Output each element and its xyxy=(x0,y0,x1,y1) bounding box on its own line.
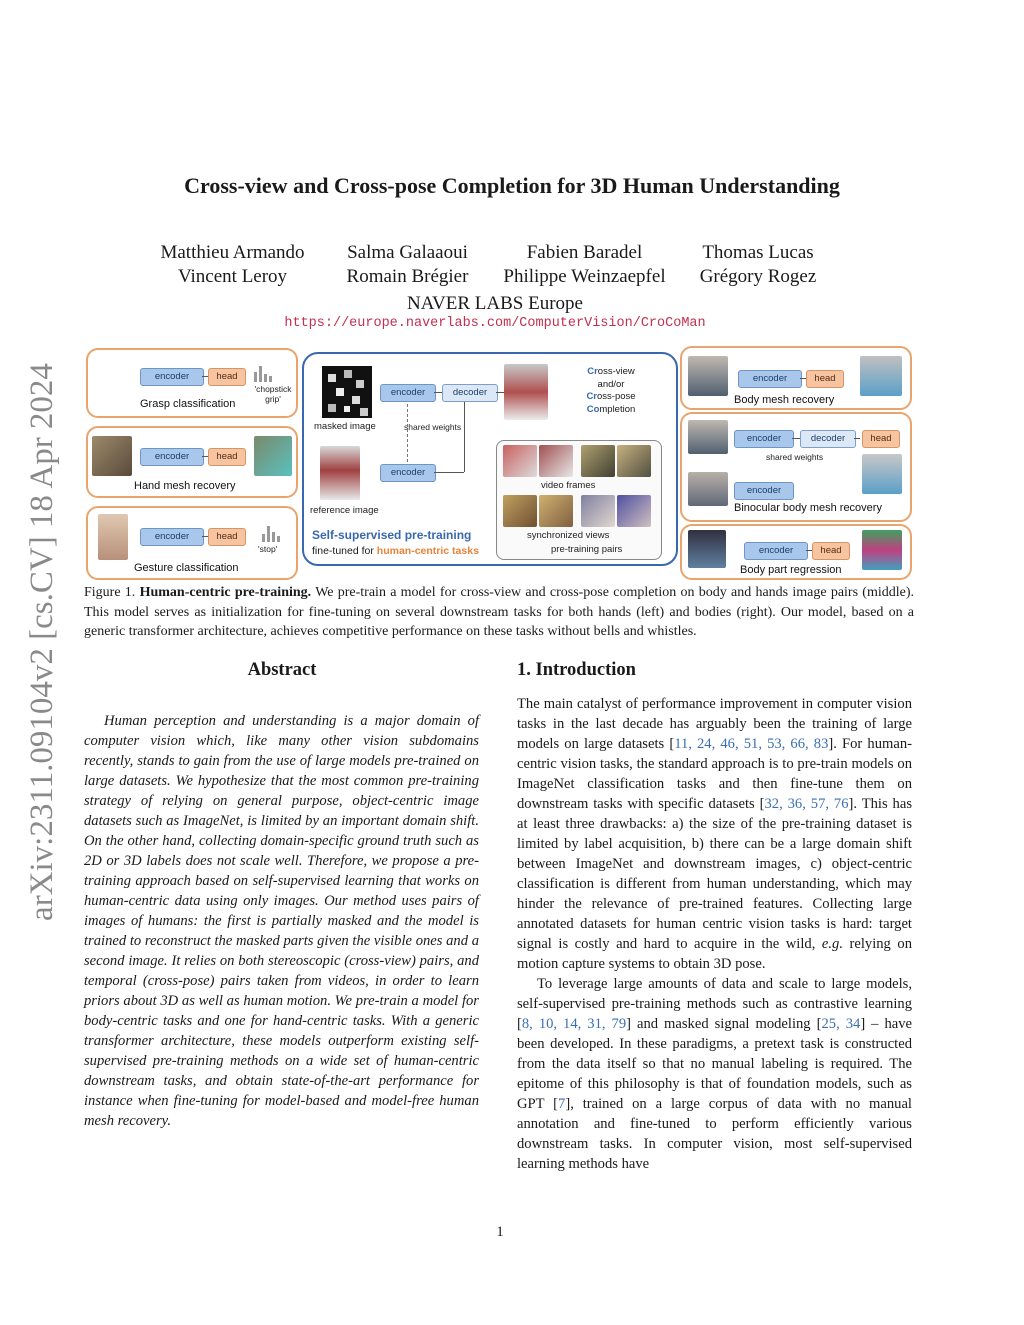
hand-mesh-label: Hand mesh recovery xyxy=(134,480,236,492)
hand-mesh-photo xyxy=(254,436,292,476)
encoder-block: encoder xyxy=(744,542,808,560)
author-name: Grégory Rogez xyxy=(699,266,817,287)
binocular-panel xyxy=(680,412,912,522)
body-mesh-label: Body mesh recovery xyxy=(734,394,835,406)
body-mesh-panel xyxy=(680,346,912,410)
encoder-block: encoder xyxy=(380,464,436,482)
body-part-label: Body part regression xyxy=(740,564,842,576)
reconstructed-image xyxy=(504,364,548,420)
pretraining-pairs-label: pre-training pairs xyxy=(551,544,623,555)
author-name: Matthieu Armando xyxy=(160,242,305,263)
hand-photo xyxy=(92,436,132,476)
project-url-link[interactable]: https://europe.naverlabs.com/ComputerVision/CroCoMan xyxy=(284,316,706,331)
body-mesh-photo xyxy=(860,356,902,396)
author-name: Salma Galaaoui xyxy=(347,242,468,263)
head-block: head xyxy=(208,528,246,546)
head-block: head xyxy=(862,430,900,448)
intro-body xyxy=(517,694,912,1174)
encoder-block: encoder xyxy=(734,430,794,448)
arxiv-stamp: arXiv:2311.09104v2 [cs.CV] 18 Apr 2024 xyxy=(24,363,60,921)
head-block: head xyxy=(208,368,246,386)
author-name: Fabien Baradel xyxy=(526,242,643,263)
body-mesh-photo xyxy=(862,454,902,494)
gesture-label: Gesture classification xyxy=(134,562,239,574)
reference-image-label: reference image xyxy=(310,505,379,516)
encoder-block: encoder xyxy=(380,384,436,402)
croco-description: Cross-view and/or Cross-pose Completion xyxy=(586,366,636,415)
paper-title: Cross-view and Cross-pose Completion for 3D Human Understanding xyxy=(184,173,840,198)
author-name: Philippe Weinzaepfel xyxy=(503,266,666,287)
pretraining-pairs-box xyxy=(496,440,662,560)
intro-paragraph-1: The main catalyst of performance improvement in computer vision tasks in the last decade has arguably been the training of large models on large datasets [11, 24, 46, 51, 53, 66, 83]. For human-centric vision tasks, the standard approach is to pre-train models on ImageNet classification tasks and then fine-tune them on downstream tasks with specific datasets [32, 36, 57, 76]. This has at least three drawbacks: a) the size of the pre-training dataset is limited by label acquisition, b) there can be a large domain shift between ImageNet and downstream images, c) object-centric classification is different from human understanding, which may hinder the relevance of pre-trained features. Collecting large annotated datasets for human centric vision tasks is hard: target signal is costly and hard to acquire in the wild, e.g. relying on motion capture systems to obtain 3D pose. xyxy=(517,696,912,972)
body-photo xyxy=(688,420,728,454)
bar-chart-icon xyxy=(260,522,286,542)
ssl-title: Self-supervised pre-training xyxy=(312,528,472,542)
encoder-block: encoder xyxy=(140,448,204,466)
video-frames-label: video frames xyxy=(541,480,596,491)
hand-photo xyxy=(92,356,132,400)
grasp-label: Grasp classification xyxy=(140,398,236,410)
reference-image xyxy=(320,446,360,500)
figure-1 xyxy=(86,344,914,580)
encoder-block: encoder xyxy=(140,368,204,386)
decoder-block: decoder xyxy=(442,384,498,402)
body-photo xyxy=(688,530,726,568)
abstract-body: Human perception and understanding is a major domain of computer vision which, like many other vision subdomains recently, stands to gain from the use of large models pre-trained on large datasets. We hypothesize that the most common pre-training strategy of relying on general purpose, object-centric image datasets such as ImageNet, is limited by an important domain shift. On the other hand, collecting domain-specific ground truth such as 2D or 3D labels does not scale well. Therefore, we propose a pre-training approach based on self-supervised learning that works on human-centric data using only images. Our method uses pairs of images of humans: the first is partially masked and the model is trained to reconstruct the masked parts given the visible ones and a second image. It relies on both stereoscopic (cross-view) pairs, and temporal (cross-pose) pairs taken from videos, in order to learn priors about 3D as well as human motion. We pre-train a model for body-centric tasks and one for hand-centric tasks. With a generic transformer architecture, these models outperform existing self-supervised pre-training methods on a wide set of human-centric downstream tasks, and obtain state-of-the-art performance for instance when fine-tuning for model-based and model-free human mesh recovery. xyxy=(84,713,479,1129)
synced-views-label: synchronized views xyxy=(527,530,610,541)
body-photo xyxy=(688,356,728,396)
decoder-block: decoder xyxy=(800,430,856,448)
figure-caption: Figure 1. Human-centric pre-training. We pre-train a model for cross-view and cross-pose completion on body and hands image pairs (middle). This model serves as initialization for fine-tuning on several downstream tasks for both hands (left) and bodies (right). Our model, based on a generic transformer architecture, achieves competitive performance on these tasks without bells and whistles. xyxy=(84,585,915,639)
affiliation: NAVER LABS Europe xyxy=(407,293,583,314)
page-number: 1 xyxy=(496,1224,504,1240)
head-block: head xyxy=(812,542,850,560)
head-block: head xyxy=(806,370,844,388)
body-photo xyxy=(688,472,728,506)
gesture-output: 'stop' xyxy=(258,544,278,554)
shared-weights-label: shared weights xyxy=(404,422,462,432)
shared-weights-label: shared weights xyxy=(766,452,824,462)
intro-heading: 1. Introduction xyxy=(517,660,636,680)
grasp-output: 'chopstick grip' xyxy=(254,384,292,404)
intro-paragraph-2: To leverage large amounts of data and scale to large models, self-supervised pre-training methods such as contrastive learning [8, 10, 14, 31, 79] and masked signal modeling [25, 34] – have been developed. In these paradigms, a pretext task is constructed from the data itself so that no manual labeling is required. The epitome of this philosophy is that of foundation models, such as GPT [7], trained on a large corpus of data with no manual annotation and fine-tuned to perform efficiently various downstream tasks. In computer vision, most self-supervised learning methods have xyxy=(517,976,913,1172)
hand-mesh-panel xyxy=(86,426,298,498)
body-part-panel xyxy=(680,524,912,580)
masked-image-label: masked image xyxy=(314,421,376,432)
gesture-panel xyxy=(86,506,298,580)
pretraining-panel xyxy=(302,352,678,566)
finetuned-label: fine-tuned for human-centric tasks xyxy=(312,545,479,557)
head-block: head xyxy=(208,448,246,466)
bar-chart-icon xyxy=(252,362,278,382)
encoder-block: encoder xyxy=(140,528,204,546)
body-part-photo xyxy=(862,530,902,570)
abstract-heading: Abstract xyxy=(247,660,317,680)
author-name: Vincent Leroy xyxy=(177,266,288,287)
grasp-panel xyxy=(86,348,298,418)
encoder-block: encoder xyxy=(734,482,794,500)
masked-image xyxy=(322,366,372,418)
binocular-label: Binocular body mesh recovery xyxy=(734,502,882,514)
author-name: Romain Brégier xyxy=(346,266,469,287)
author-name: Thomas Lucas xyxy=(702,242,814,263)
encoder-block: encoder xyxy=(738,370,802,388)
hand-photo xyxy=(98,514,128,560)
